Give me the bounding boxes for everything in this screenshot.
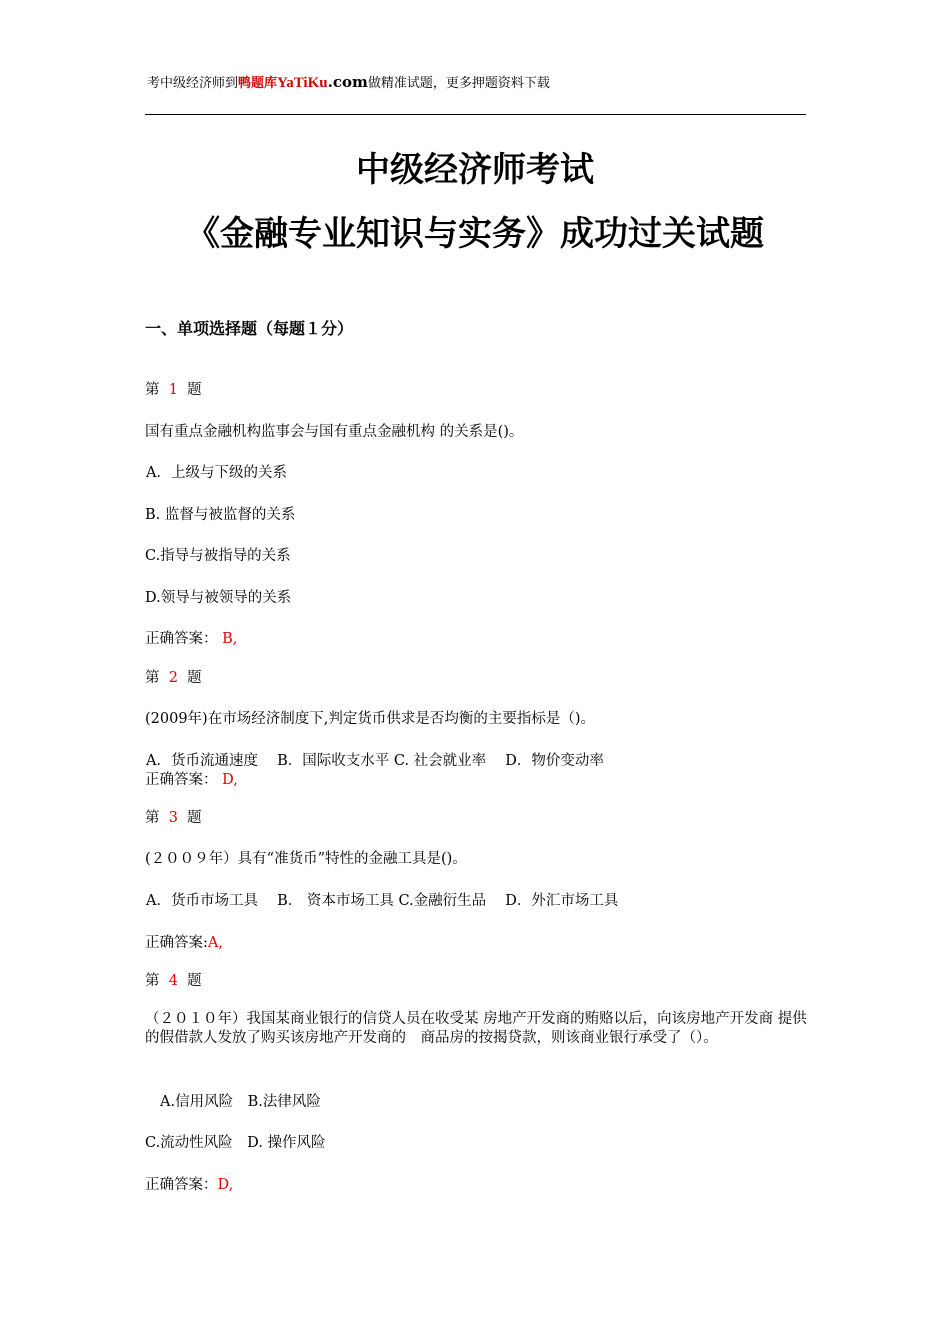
- question-stem: (２００９年）具有“准货币”特性的金融工具是()。: [145, 851, 467, 867]
- question-number-value: 2: [168, 670, 178, 686]
- question-number-value: 3: [168, 810, 178, 826]
- question-number: [145, 666, 202, 687]
- page-subtitle: 《金融专业知识与实务》成功过关试题: [186, 214, 764, 254]
- options-line: A．货币市场工具 B． 资本市场工具 C.金融衍生品 D．外汇市场工具: [146, 893, 619, 909]
- section-heading: 一、单项选择题（每题１分）: [145, 319, 354, 338]
- answer-line: [145, 627, 237, 648]
- option-a: A．上级与下级的关系: [146, 465, 287, 481]
- question-number: [145, 378, 202, 399]
- question-number: [145, 806, 202, 827]
- brand-name-cn[interactable]: 鸭题库: [238, 76, 278, 91]
- header-prefix: 考中级经济师到: [147, 76, 239, 91]
- question-number-suffix: 题: [187, 810, 202, 826]
- question-number-value: 4: [168, 973, 178, 989]
- question-number-prefix: 第: [145, 670, 160, 686]
- answer-value: A,: [207, 935, 223, 951]
- answer-value: D,: [217, 1177, 234, 1193]
- answer-label: 正确答案：: [145, 1177, 218, 1193]
- option-b: B. 监督与被监督的关系: [145, 507, 296, 523]
- options-line: A．货币流通速度 B．国际收支水平 C. 社会就业率 D．物价变动率: [146, 753, 604, 769]
- question-number: [145, 969, 202, 990]
- question-stem: （２０１０年）我国某商业银行的信贷人员在收受某 房地产开发商的贿赂以后，向该房地产开发商 提供的假借款人发放了购买该房地产开发商的 商品房的按揭贷款，则该商业银行承受了（）。: [145, 1011, 807, 1046]
- question-stem: (2009年)在市场经济制度下,判定货币供求是否均衡的主要指标是（)。: [145, 711, 595, 727]
- option-c: C.指导与被指导的关系: [145, 548, 291, 564]
- answer-line: [145, 931, 223, 952]
- answer-value: D,: [222, 772, 238, 788]
- answer-label: 正确答案：: [145, 631, 218, 647]
- question-number-prefix: 第: [145, 973, 160, 989]
- question-number-prefix: 第: [145, 382, 160, 398]
- question-number-suffix: 题: [187, 382, 202, 398]
- options-line: A.信用风险 B.法律风险: [160, 1094, 321, 1110]
- question-number-suffix: 题: [187, 670, 202, 686]
- question-number-suffix: 题: [187, 973, 202, 989]
- answer-label: 正确答案:: [145, 935, 208, 951]
- options-line: C.流动性风险 D. 操作风险: [145, 1135, 326, 1151]
- question-number-prefix: 第: [145, 810, 160, 826]
- answer-label: 正确答案：: [145, 772, 218, 788]
- header-divider: [145, 114, 806, 115]
- question-stem: 国有重点金融机构监事会与国有重点金融机构 的关系是()。: [145, 424, 524, 440]
- option-d: D.领导与被领导的关系: [145, 590, 292, 606]
- brand-domain-suffix[interactable]: .com: [327, 73, 368, 91]
- page-title: 中级经济师考试: [356, 150, 594, 190]
- page-header: [147, 72, 550, 92]
- header-suffix: 做精准试题，更多押题资料下载: [367, 76, 550, 91]
- question-number-value: 1: [168, 382, 178, 398]
- answer-line: [145, 768, 238, 789]
- answer-line: [145, 1173, 233, 1194]
- answer-value: B,: [222, 631, 238, 647]
- brand-name-en[interactable]: YaTiKu: [277, 75, 328, 91]
